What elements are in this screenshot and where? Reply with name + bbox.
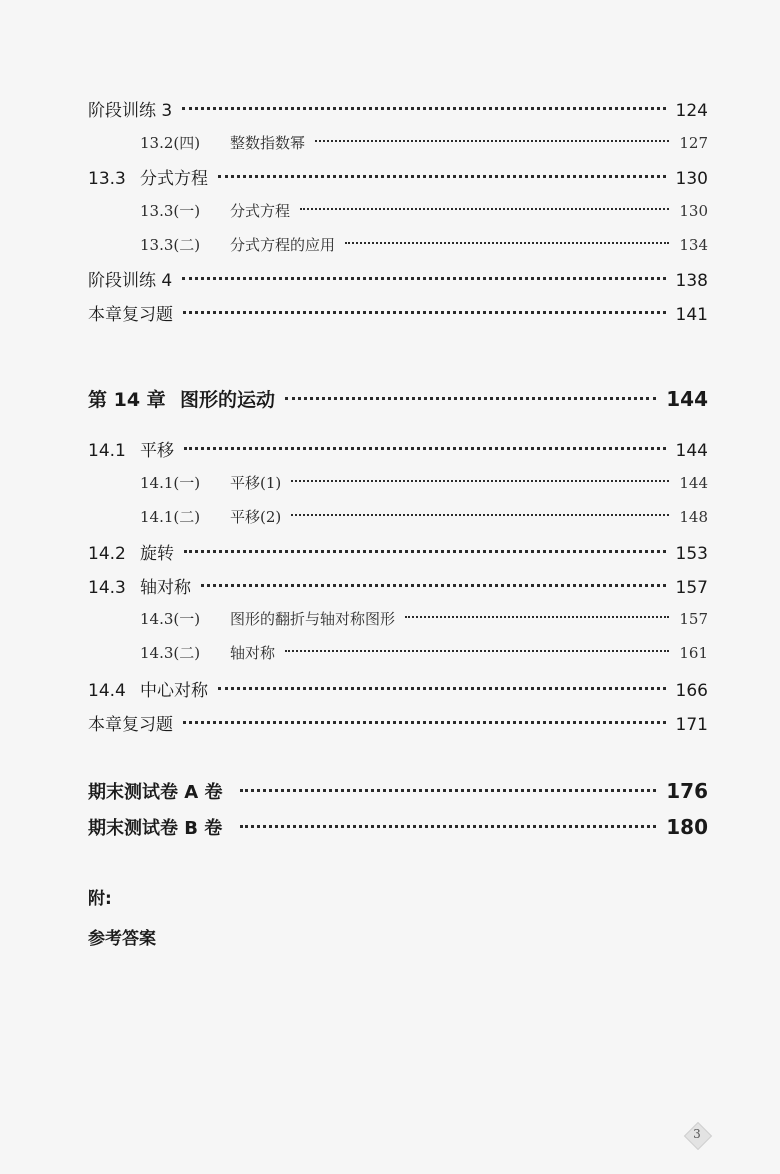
toc-page-number: 171 [675,715,708,735]
toc-page-number: 138 [675,271,708,291]
toc-entry-number: 13.3 [88,169,126,189]
toc-entry-title: 中心对称 [140,681,208,701]
toc-entry-title: 整数指数幂 [230,134,306,152]
toc-page-number: 130 [679,202,708,220]
toc-entry-chapter-review-14[interactable] [88,710,708,735]
dot-leader [285,650,669,652]
toc-page-number: 166 [675,681,708,701]
toc-entry-title: 分式方程的应用 [230,236,336,254]
toc-entry-13-3-2[interactable] [140,234,708,255]
toc-entry-number: 13.3(二) [140,236,201,254]
toc-page-number: 157 [675,578,708,598]
toc-entry-14-1-1[interactable] [140,472,708,493]
toc-entry-14-3[interactable] [88,573,708,598]
toc-page-number: 134 [679,236,708,254]
toc-entry-stage-training-4[interactable] [88,266,708,291]
toc-entry-final-exam-a[interactable] [88,778,708,804]
toc-entry-title: 分式方程 [230,202,291,220]
toc-entry-13-3-1[interactable] [140,200,708,221]
toc-page-number: 148 [679,508,708,526]
dot-leader [182,107,665,110]
appendix-answers-link[interactable]: 参考答案 [88,929,156,949]
toc-entry-14-3-2[interactable] [140,642,708,663]
toc-page-number: 157 [679,610,708,628]
toc-entry-title: 轴对称 [140,578,191,598]
toc-entry-number: 14.1(一) [140,474,201,492]
toc-entry-number: 14.3(二) [140,644,201,662]
toc-entry-title: 本章复习题 [88,715,173,735]
dot-leader [184,447,666,450]
toc-entry-title: 图形的翻折与轴对称图形 [230,610,396,628]
toc-entry-14-2[interactable] [88,539,708,564]
toc-entry-title: 轴对称 [230,644,276,662]
dot-leader [184,550,666,553]
dot-leader [201,584,666,587]
toc-page-number: 144 [679,474,708,492]
toc-entry-number: 13.3(一) [140,202,201,220]
dot-leader [183,311,666,314]
toc-page-number: 124 [675,101,708,121]
dot-leader [218,175,666,178]
toc-entry-number: 14.4 [88,681,126,701]
toc-entry-title: 分式方程 [140,169,208,189]
toc-entry-title: 阶段训练 3 [88,101,173,121]
dot-leader [240,825,656,828]
page-number: 3 [693,1127,701,1141]
toc-page-number: 176 [666,779,708,803]
toc-page-number: 127 [679,134,708,152]
toc-entry-title: 平移(1) [230,474,282,492]
toc-entry-number: 14.3(一) [140,610,201,628]
toc-entry-title: 平移 [140,441,174,461]
dot-leader [183,721,666,724]
toc-entry-number: 13.2(四) [140,134,201,152]
dot-leader [182,277,665,280]
toc-entry-14-3-1[interactable] [140,608,708,629]
toc-entry-chapter-review-13[interactable] [88,300,708,325]
toc-entry-14-4[interactable] [88,676,708,701]
dot-leader [291,480,669,482]
appendix-label: 附: [88,889,112,909]
toc-page-number: 153 [675,544,708,564]
dot-leader [300,208,669,210]
dot-leader [291,514,669,516]
toc-entry-title: 期末测试卷 A 卷 [88,782,223,803]
toc-entry-number: 14.2 [88,544,126,564]
toc-entry-13-3[interactable] [88,164,708,189]
dot-leader [405,616,669,618]
page-number-badge [684,1122,710,1148]
toc-page-number: 180 [666,815,708,839]
chapter-title: 图形的运动 [180,389,276,411]
toc-entry-14-1-2[interactable] [140,506,708,527]
toc-entry-stage-training-3[interactable] [88,96,708,121]
toc-page-number: 144 [675,441,708,461]
chapter-number: 第 14 章 [88,389,166,411]
dot-leader [218,687,666,690]
toc-entry-title: 本章复习题 [88,305,173,325]
toc-page-number: 144 [666,387,708,411]
toc-page-number: 130 [675,169,708,189]
toc-page-number: 141 [675,305,708,325]
toc-entry-title: 旋转 [140,544,174,564]
dot-leader [285,397,656,400]
toc-entry-number: 14.1(二) [140,508,201,526]
toc-entry-13-2-4[interactable] [140,132,708,153]
toc-entry-title: 平移(2) [230,508,282,526]
toc-page-number: 161 [679,644,708,662]
toc-chapter-14[interactable] [88,385,708,412]
dot-leader [315,140,669,142]
toc-entry-number: 14.3 [88,578,126,598]
dot-leader [345,242,669,244]
toc-entry-number: 14.1 [88,441,126,461]
toc-entry-14-1[interactable] [88,436,708,461]
toc-entry-title: 期末测试卷 B 卷 [88,818,223,839]
toc-entry-title: 阶段训练 4 [88,271,173,291]
toc-entry-final-exam-b[interactable] [88,814,708,840]
dot-leader [240,789,656,792]
